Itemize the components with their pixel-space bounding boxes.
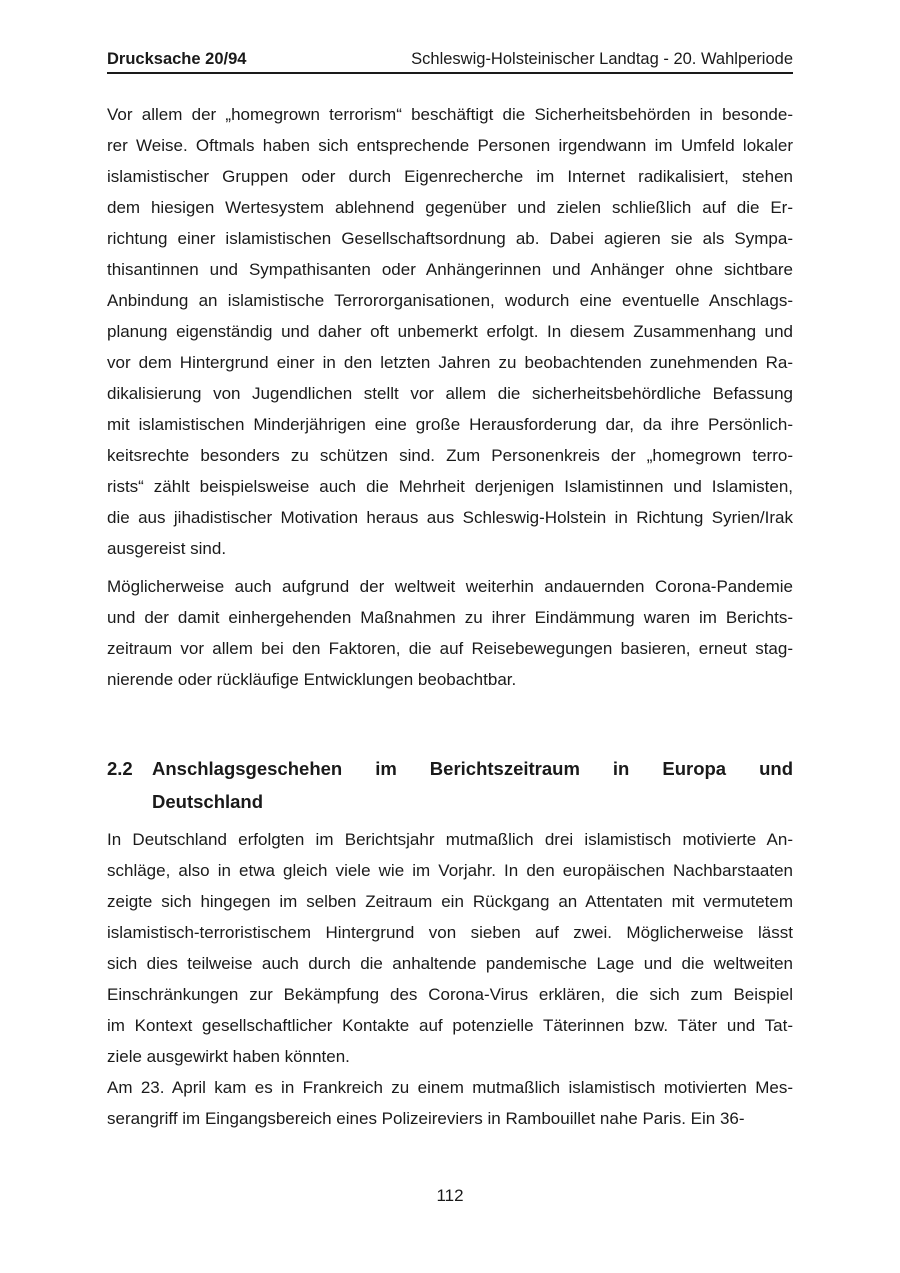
paragraph-line: dikalisierung von Jugendlichen stellt vor allem die sicherheitsbehördliche Befassung: [107, 384, 793, 403]
paragraph-line: die aus jihadistischer Motivation heraus aus Schleswig-Holstein in Richtung Syrien/Irak: [107, 508, 793, 527]
paragraph-line: rists“ zählt beispielsweise auch die Mehrheit derjenigen Islamistinnen und Islamisten,: [107, 477, 793, 496]
paragraph-line: sich dies teilweise auch durch die anhaltende pandemische Lage und die weltweiten: [107, 954, 793, 973]
paragraph-line: In Deutschland erfolgten im Berichtsjahr mutmaßlich drei islamistisch motivierte An-: [107, 830, 793, 849]
paragraph-line: richtung einer islamistischen Gesellschaftsordnung ab. Dabei agieren sie als Sympa-: [107, 229, 793, 248]
paragraph-line: im Kontext gesellschaftlicher Kontakte auf potenzielle Täterinnen bzw. Täter und Tat-: [107, 1016, 793, 1035]
paragraph-line: rer Weise. Oftmals haben sich entsprechende Personen irgendwann im Umfeld lokaler: [107, 136, 793, 155]
paragraph-anschlaege-deutschland: [107, 824, 793, 1072]
paragraph-line: islamistischer Gruppen oder durch Eigenrecherche im Internet radikalisiert, stehen: [107, 167, 793, 186]
paragraph-homegrown-terrorism: [107, 99, 793, 564]
paragraph-line: planung eigenständig und daher oft unbemerkt erfolgt. In diesem Zusammenhang und: [107, 322, 793, 341]
paragraph-line: mit islamistischen Minderjährigen eine große Herausforderung dar, da ihre Persönlich-: [107, 415, 793, 434]
paragraph-line: Möglicherweise auch aufgrund der weltweit weiterhin andauernden Corona-Pandemie: [107, 577, 793, 596]
paragraph-line: thisantinnen und Sympathisanten oder Anhängerinnen und Anhänger ohne sichtbare: [107, 260, 793, 279]
paragraph-line: ausgereist sind.: [107, 539, 227, 558]
paragraph-line: nierende oder rückläufige Entwicklungen beobachtbar.: [107, 670, 517, 689]
page-footer: [0, 1180, 900, 1211]
paragraph-line: schläge, also in etwa gleich viele wie im Vorjahr. In den europäischen Nachbarstaaten: [107, 861, 793, 880]
section-title: [152, 752, 793, 818]
paragraph-line: vor dem Hintergrund einer in den letzten Jahren zu beobachtenden zunehmenden Ra-: [107, 353, 793, 372]
paragraph-line: Anbindung an islamistische Terrororganisationen, wodurch eine eventuelle Anschlags-: [107, 291, 793, 310]
document-source-title: Schleswig-Holsteinischer Landtag - 20. Wahlperiode: [411, 50, 793, 68]
paragraph-line: dem hiesigen Wertesystem ablehnend gegenüber und zielen schließlich auf die Er-: [107, 198, 793, 217]
paragraph-line: zeitraum vor allem bei den Faktoren, die auf Reisebewegungen basieren, erneut stag-: [107, 639, 793, 658]
section-title-line2: Deutschland: [152, 791, 264, 812]
section-heading: [107, 752, 793, 818]
paragraph-line: keitsrechte besonders zu schützen sind. Zum Personenkreis der „homegrown terro-: [107, 446, 793, 465]
paragraph-corona-stagnation: [107, 571, 793, 695]
paragraph-line: serangriff im Eingangsbereich eines Polizeireviers in Rambouillet nahe Paris. Ein 36-: [107, 1109, 745, 1128]
paragraph-rambouillet-attack: [107, 1072, 793, 1134]
document-body: [107, 99, 793, 1134]
paragraph-line: islamistisch-terroristischem Hintergrund von sieben auf zwei. Möglicherweise lässt: [107, 923, 793, 942]
document-header: [107, 50, 793, 74]
page-number: 112: [436, 1186, 464, 1205]
paragraph-line: und der damit einhergehenden Maßnahmen zu ihrer Eindämmung waren im Berichts-: [107, 608, 793, 627]
paragraph-line: Am 23. April kam es in Frankreich zu einem mutmaßlich islamistisch motivierten Mes-: [107, 1078, 793, 1097]
section-number: 2.2: [107, 758, 133, 779]
document-number: Drucksache 20/94: [107, 50, 247, 68]
paragraph-line: Einschränkungen zur Bekämpfung des Corona-Virus erklären, die sich zum Beispiel: [107, 985, 793, 1004]
paragraph-line: Vor allem der „homegrown terrorism“ beschäftigt die Sicherheitsbehörden in besonde-: [107, 105, 793, 124]
section-title-line1: Anschlagsgeschehen im Berichtszeitraum in Europa und: [152, 758, 793, 779]
paragraph-line: ziele ausgewirkt haben könnten.: [107, 1047, 350, 1066]
paragraph-line: zeigte sich hingegen im selben Zeitraum ein Rückgang an Attentaten mit vermutetem: [107, 892, 793, 911]
